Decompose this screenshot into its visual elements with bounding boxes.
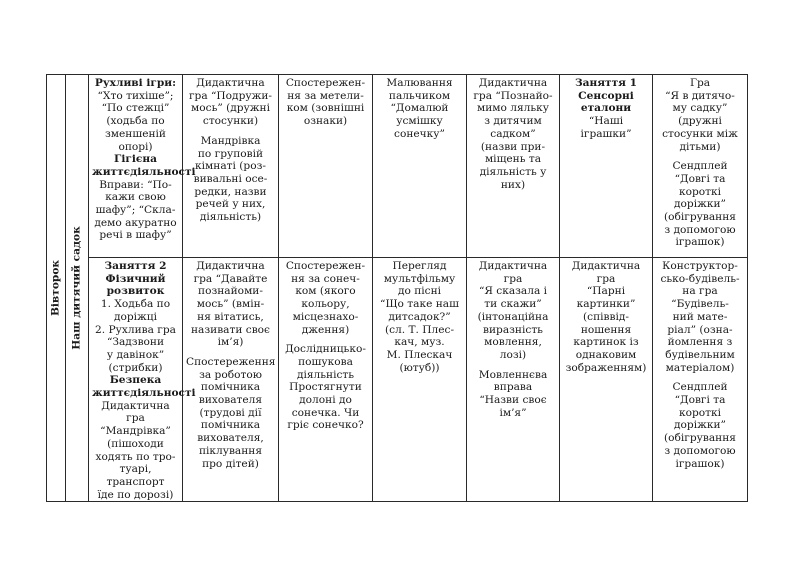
cell-line: іграшок): [675, 236, 725, 249]
cell-line: по груповій: [197, 147, 264, 160]
cell-line: вивальні осе-: [193, 172, 268, 185]
cell-line: з дитячим: [484, 115, 542, 128]
table-cell: [467, 258, 560, 502]
cell-line: Сенсорні: [578, 89, 634, 102]
cell-line: пошукова: [298, 355, 353, 368]
cell-line: їде по дорозі): [97, 488, 174, 501]
cell-line: іграшки”: [580, 127, 632, 140]
cell-line: Сендплей: [672, 160, 728, 173]
day-cell: [47, 75, 66, 502]
cell-line: усмішку: [396, 115, 443, 128]
table-row: [47, 258, 748, 502]
cell-line: місцезнахо-: [292, 310, 359, 323]
cell-line: доріжки”: [674, 198, 726, 211]
cell-line: з допомогою: [664, 444, 736, 457]
cell-line: ознаки): [303, 115, 348, 128]
cell-line: сько-будівель-: [660, 272, 740, 285]
table-cell: [560, 258, 653, 502]
cell-line: Вправи: “По-: [99, 178, 172, 191]
cell-line: гра: [596, 272, 616, 285]
cell-line: гра “Давайте: [193, 272, 268, 285]
cell-line: доріжці: [113, 310, 158, 323]
cell-line: розвиток: [106, 285, 165, 298]
cell-line: (стрибки): [108, 361, 163, 374]
cell-line: туарі, транспорт: [106, 463, 165, 488]
cell-line: дження): [301, 323, 350, 336]
cell-line: зменшеній: [105, 127, 166, 140]
cell-line: картинки”: [576, 298, 636, 311]
line-gap: [282, 336, 369, 343]
cell-line: Конструктор-: [662, 260, 738, 272]
table-cell: [467, 75, 560, 258]
day-label: Вівторок: [49, 260, 62, 317]
cell-line: ти скажи”: [484, 298, 542, 311]
cell-line: дітьми): [679, 140, 721, 153]
cell-line: Дидактична гра: [101, 399, 170, 425]
cell-line: у давінок”: [106, 348, 165, 361]
cell-line: садком”: [490, 127, 536, 140]
cell-line: (дружні: [678, 115, 722, 128]
cell-line: вправа: [493, 381, 533, 394]
cell-line: Гра: [689, 77, 711, 89]
cell-line: міщень та: [484, 153, 542, 166]
cell-line: “Наші: [588, 115, 624, 128]
table-cell: [373, 258, 467, 502]
cell-line: “Домалюй: [390, 102, 449, 115]
cell-line: “Мандрівка”: [100, 425, 171, 438]
line-gap: [186, 349, 275, 356]
cell-line: пальчиком: [388, 89, 451, 102]
cell-line: стосунки між: [662, 127, 738, 140]
cell-line: Заняття 2: [104, 260, 167, 272]
cell-line: короткі: [678, 406, 722, 419]
cell-line: за роботою: [199, 368, 262, 381]
cell-line: демо акуратно: [94, 216, 177, 229]
cell-line: кач, муз.: [394, 336, 445, 349]
cell-line: них): [500, 178, 526, 191]
cell-line: ношення: [580, 323, 632, 336]
cell-line: речей у них,: [195, 198, 266, 211]
cell-line: “Що таке наш: [380, 298, 459, 311]
cell-line: сонечку”: [394, 127, 445, 140]
cell-line: Гігієна: [114, 153, 157, 166]
cell-line: Безпека: [109, 374, 162, 387]
cell-line: однаковим: [575, 348, 637, 361]
cell-line: ріал” (озна-: [667, 323, 733, 336]
cell-line: Дидактична: [478, 260, 548, 272]
cell-line: мось” (вмін-: [196, 298, 265, 311]
cell-line: (сл. Т. Плес-: [384, 323, 455, 336]
cell-line: йомлення з: [667, 336, 733, 349]
cell-line: ний матe-: [672, 310, 728, 323]
cell-line: вихователя,: [197, 432, 264, 445]
cell-line: іграшок): [675, 457, 725, 470]
table-cell: [279, 258, 373, 502]
cell-line: “Парні: [586, 285, 626, 298]
cell-line: мультфільму: [383, 272, 456, 285]
group-label: Наш дитячий садок: [70, 226, 83, 350]
cell-line: з допомогою: [664, 223, 736, 236]
cell-line: про дітей): [202, 457, 259, 470]
line-gap: [656, 153, 744, 160]
cell-line: (трудові дії: [199, 406, 262, 419]
cell-line: (ходьба по: [106, 115, 165, 128]
cell-line: гра “Познайо-: [473, 89, 553, 102]
cell-line: доріжки”: [674, 419, 726, 432]
cell-line: будівельним: [665, 348, 735, 361]
line-gap: [470, 362, 556, 369]
cell-line: еталони: [580, 102, 632, 115]
cell-line: “Я в дитячо-: [665, 89, 735, 102]
cell-line: “Довгі та: [674, 172, 726, 185]
cell-line: діяльність: [296, 368, 355, 381]
cell-line: мимо ляльку: [476, 102, 550, 115]
cell-line: “Назви своє: [479, 394, 547, 407]
cell-line: картинок із: [573, 336, 639, 349]
cell-line: “По стежці”: [101, 102, 170, 115]
cell-line: помічника: [200, 419, 261, 432]
cell-line: ходять по тро-: [95, 450, 176, 463]
cell-line: кажи свою: [105, 191, 166, 204]
cell-line: опорі): [118, 140, 153, 153]
cell-line: 1. Ходьба по: [100, 298, 171, 311]
cell-line: Сендплей: [672, 381, 728, 394]
cell-line: називати своє: [191, 323, 270, 336]
cell-line: сонечка. Чи: [291, 406, 360, 419]
cell-line: речі в шафу”: [99, 229, 172, 242]
cell-line: вихователя: [198, 394, 263, 407]
table-cell: [373, 75, 467, 258]
table-cell: [183, 75, 279, 258]
cell-line: ня вітатись,: [197, 310, 264, 323]
cell-line: ком (якого: [295, 285, 356, 298]
cell-line: шафу”; “Скла-: [95, 204, 176, 217]
cell-line: піклування: [198, 444, 263, 457]
cell-line: життєдіяльності: [92, 387, 196, 400]
cell-line: діяльність): [199, 211, 262, 224]
cell-line: Дидактична: [196, 77, 265, 89]
cell-line: життєдіяльності: [92, 165, 196, 178]
cell-line: на гра: [682, 285, 718, 298]
cell-line: 2. Рухлива гра: [95, 323, 176, 336]
cell-line: виразність: [483, 323, 543, 336]
cell-line: ім’я”: [499, 406, 527, 419]
table-cell: [89, 75, 196, 258]
cell-line: Мовленнєва: [478, 368, 548, 381]
cell-line: “Я сказала і: [478, 285, 548, 298]
table-cell: [560, 75, 653, 258]
cell-line: Дидактична: [571, 260, 641, 272]
cell-line: Заняття 1: [574, 77, 638, 89]
cell-line: мовлення,: [484, 336, 542, 349]
cell-line: ком (зовнішні: [286, 102, 365, 115]
cell-line: ня за сонеч-: [291, 272, 360, 285]
cell-line: М. Плескач: [386, 348, 453, 361]
table-row: [47, 75, 748, 258]
cell-line: долоні до: [299, 394, 352, 407]
cell-line: (назви при-: [480, 140, 546, 153]
table-cell: [89, 258, 196, 502]
cell-line: матеріалом): [665, 361, 735, 374]
cell-line: мось” (дружні: [191, 102, 270, 115]
cell-line: (інтонаційна: [477, 310, 549, 323]
cell-line: (обігрування: [664, 211, 736, 224]
cell-line: Фізичний: [105, 272, 166, 285]
cell-line: “Хто тихіше”;: [97, 89, 174, 102]
cell-line: кімнаті (роз-: [195, 160, 266, 173]
cell-line: короткі: [678, 185, 722, 198]
group-cell: [66, 75, 89, 502]
cell-line: (співвід-: [583, 310, 629, 323]
cell-line: ім’я): [217, 336, 244, 349]
cell-line: “Будівель-: [671, 298, 729, 311]
cell-line: Дидактична: [478, 77, 548, 89]
table-cell: [279, 75, 373, 258]
cell-line: діяльність у: [479, 165, 547, 178]
cell-line: Рухливі ігри:: [94, 77, 177, 89]
cell-line: Спостережен-: [285, 260, 366, 272]
cell-line: Перегляд: [392, 260, 447, 272]
cell-line: Дидактична: [196, 260, 265, 272]
cell-line: (ютуб)): [399, 361, 440, 374]
cell-line: Спостереження: [186, 355, 276, 368]
cell-line: лозі): [499, 348, 527, 361]
cell-line: стосунки): [202, 115, 259, 128]
table-cell: [653, 258, 748, 502]
cell-line: “Задзвони: [106, 336, 165, 349]
cell-line: (обігрування: [664, 432, 736, 445]
cell-line: му садку”: [672, 102, 728, 115]
cell-line: зображенням): [565, 361, 647, 374]
line-gap: [656, 374, 744, 381]
cell-line: помічника: [200, 381, 261, 394]
cell-line: Малювання: [386, 77, 453, 89]
cell-line: ня за метели-: [287, 89, 364, 102]
cell-line: Спостережен-: [285, 77, 366, 89]
cell-line: Мандрівка: [200, 134, 261, 147]
table-cell: [183, 258, 279, 502]
cell-line: дитсадок?”: [388, 310, 451, 323]
plan-table: [46, 74, 748, 502]
table-cell: [653, 75, 748, 258]
cell-line: до пісні: [397, 285, 442, 298]
cell-line: гра: [503, 272, 523, 285]
cell-line: Простягнути: [289, 381, 362, 394]
cell-line: гріє сонечко?: [287, 419, 364, 432]
cell-line: гра “Подружи-: [189, 89, 272, 102]
cell-line: “Довгі та: [674, 394, 726, 407]
line-gap: [186, 128, 275, 135]
cell-line: редки, назви: [194, 185, 267, 198]
cell-line: кольору,: [301, 298, 350, 311]
cell-line: Дослідницько-: [285, 343, 366, 356]
cell-line: познайоми-: [198, 285, 263, 298]
cell-line: (пішоходи: [107, 437, 164, 450]
